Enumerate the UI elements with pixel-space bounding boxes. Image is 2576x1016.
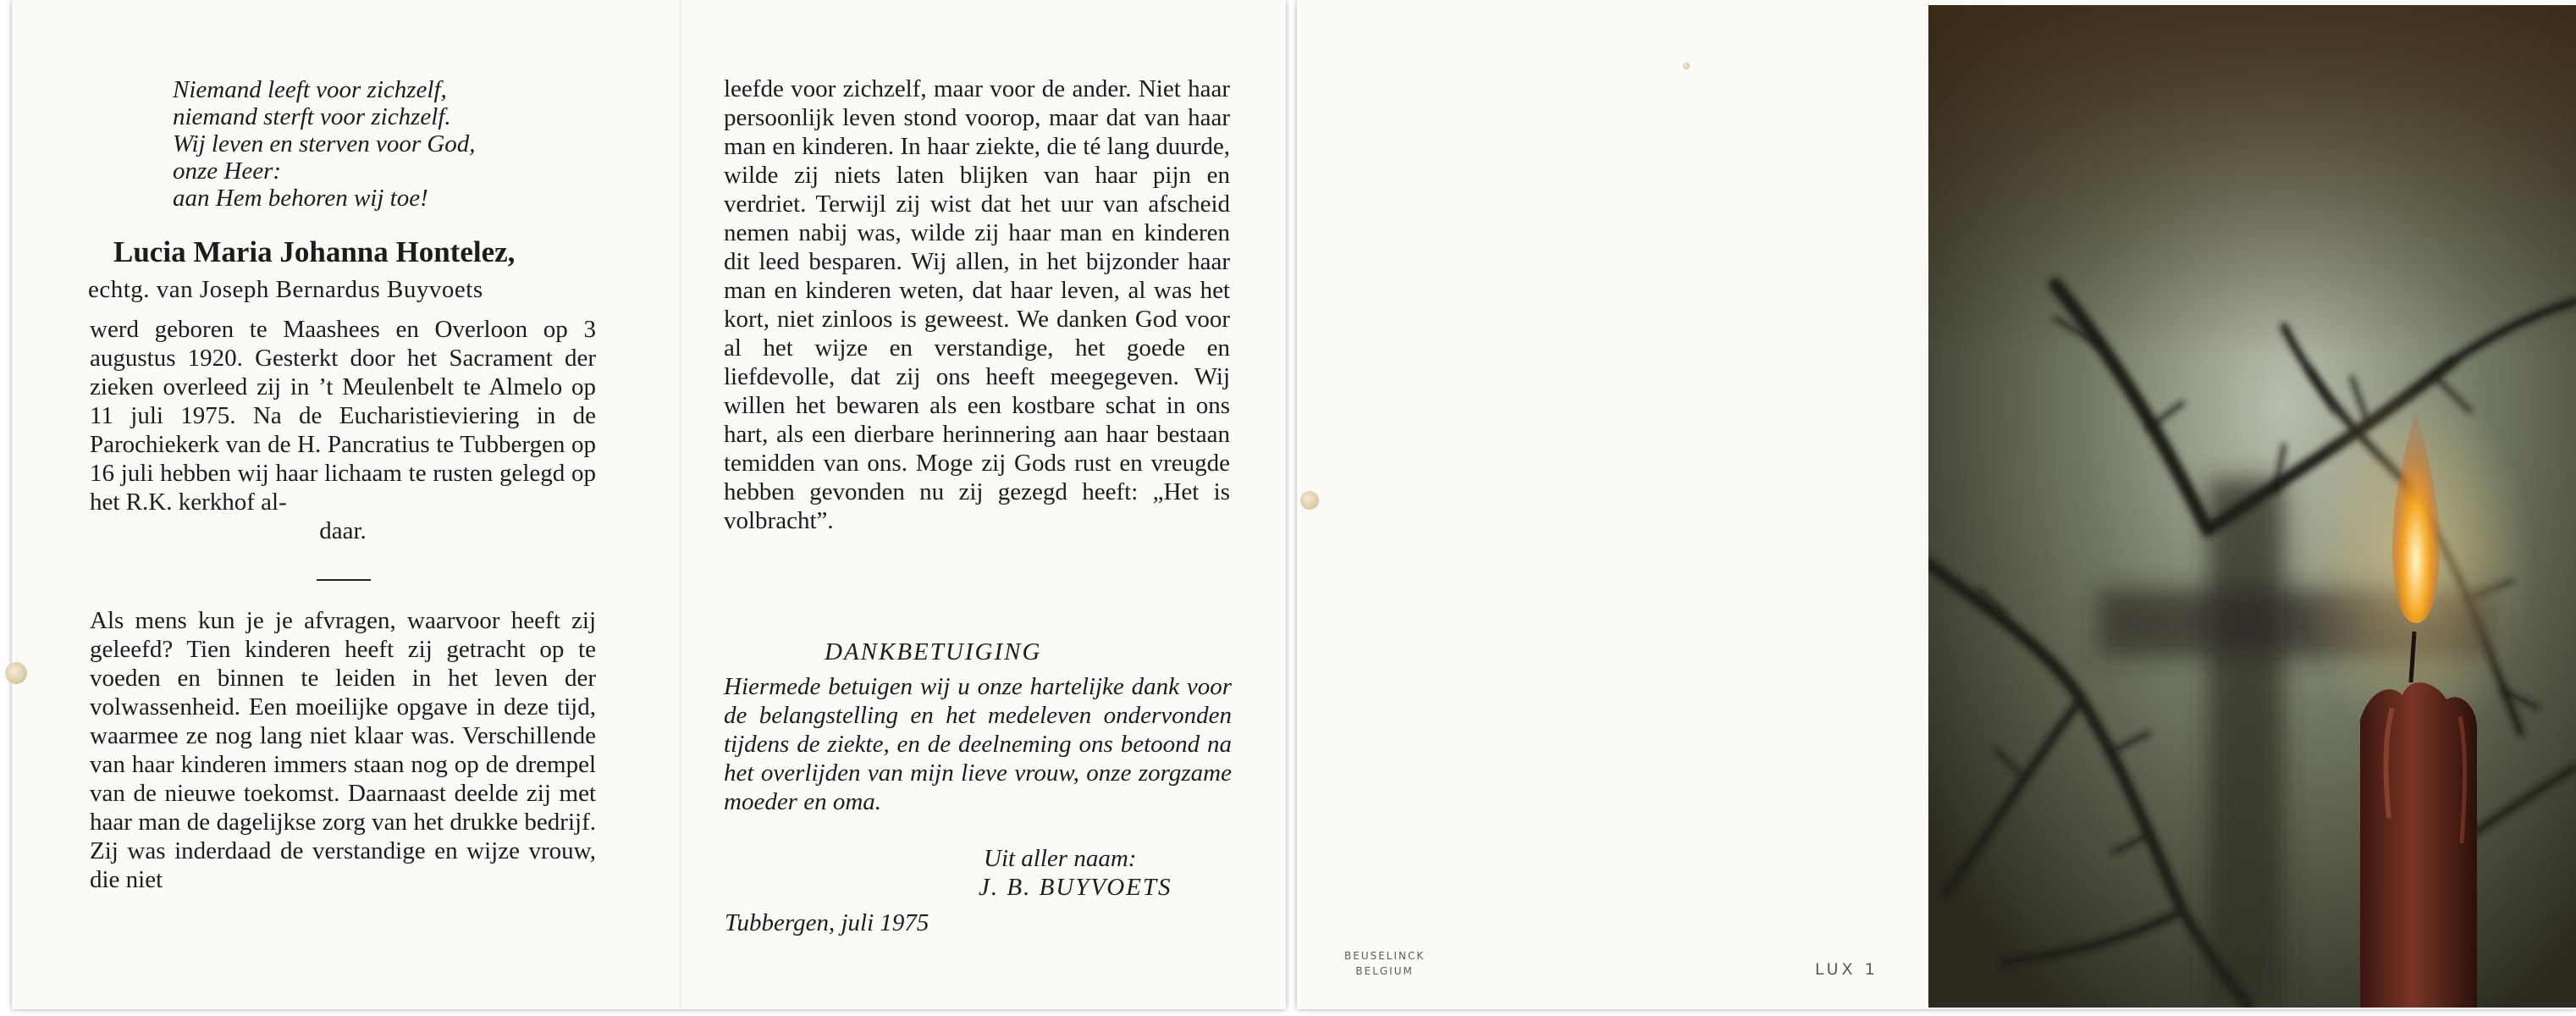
binding-hole-right xyxy=(1300,491,1319,510)
candle xyxy=(2360,682,2477,1008)
thanks-section xyxy=(724,672,1232,816)
opening-poem xyxy=(173,76,476,212)
inside-pages xyxy=(12,0,1286,1009)
thanks-signoff: Uit aller naam: xyxy=(984,845,1137,872)
publisher-name: BEUSELINCK xyxy=(1344,950,1426,962)
reflection-left-column xyxy=(90,606,596,894)
biography-text-end: daar. xyxy=(319,517,367,544)
reflection-text-left: Als mens kun je je afvragen, waarvoor heeft zij geleefd? Tien kinderen heeft zij getracht op te voeden en binnen te leiden in het leven der volwassenheid. Een moeilijke opgave in deze tijd, waarmee ze nog lang niet klaar was. Verschillende van haar kinderen immers staan nog op de drempel van de nieuwe toekomst. Daarnaast deelde zij met haar man de dagelijkse zorg van het drukke bedrijf. Zij was inderdaad de verstandige en wijze vrouw, die niet xyxy=(90,607,596,893)
reflection-right-column xyxy=(724,75,1230,535)
spouse-line: echtg. van Joseph Bernardus Buyvoets xyxy=(88,276,483,303)
poem-line: Wij leven en sterven voor God, xyxy=(173,130,476,157)
publisher-imprint xyxy=(1344,948,1425,979)
thanks-title: DANKBETUIGING xyxy=(825,638,1042,665)
thanks-signer: J. B. BUYVOETS xyxy=(979,874,1172,901)
series-code: LUX 1 xyxy=(1815,960,1878,979)
poem-line: niemand sterft voor zichzelf. xyxy=(173,103,451,130)
place-and-date: Tubbergen, juli 1975 xyxy=(725,909,929,936)
biography xyxy=(90,315,596,545)
deceased-name: Lucia Maria Johanna Hontelez, xyxy=(113,235,516,268)
biography-text: werd geboren te Maashees en Overloon op 3 augustus 1920. Gesterkt door het Sacrament der zieken overleed zij in ’t Meulenbelt te Almelo op 11 juli 1975. Na de Eucharistieviering in de Parochiekerk van de H. Pancratius te Tubbergen op 16 juli hebben wij haar lichaam te rusten gelegd op het R.K. kerkhof al- xyxy=(90,316,596,516)
publisher-country: BELGIUM xyxy=(1355,965,1414,977)
poem-line: aan Hem behoren wij toe! xyxy=(173,185,428,212)
cover-photo-candle-and-thorns xyxy=(1928,5,2576,1008)
paper-speck xyxy=(1683,63,1690,69)
poem-line: onze Heer: xyxy=(173,157,282,185)
section-divider xyxy=(317,579,371,581)
poem-line: Niemand leeft voor zichzelf, xyxy=(173,76,447,103)
reflection-text-right: leefde voor zichzelf, maar voor de ander. Niet haar persoonlijk leven stond voorop, maar dat van haar man en kinderen. In haar ziekte, die té lang duurde, wilde zij niets laten blijken van haar pijn en verdriet. Terwijl zij wist dat het uur van afscheid nemen nabij was, wilde zij haar man en kinderen dit leed besparen. Wij allen, in het bijzonder haar man en kinderen weten, dat haar leven, al was het kort, niet zinloos is geweest. We danken God voor al het wijze en verstandige, het goede en liefdevolle, dat zij ons heeft meegegeven. Wij willen het bewaren als een kostbare schat in ons hart, als een dierbare herinnering aan haar bestaan temidden van ons. Moge zij Gods rust en vreugde hebben gevonden nu zij gezegd heeft: „Het is volbracht”. xyxy=(724,75,1230,534)
thanks-text: Hiermede betuigen wij u onze hartelijke dank voor de belangstelling en het medeleven ondervonden tijdens de ziekte, en de deelneming ons betoond na het overlijden van mijn lieve vrouw, onze zorgzame moeder en oma. xyxy=(724,673,1232,815)
